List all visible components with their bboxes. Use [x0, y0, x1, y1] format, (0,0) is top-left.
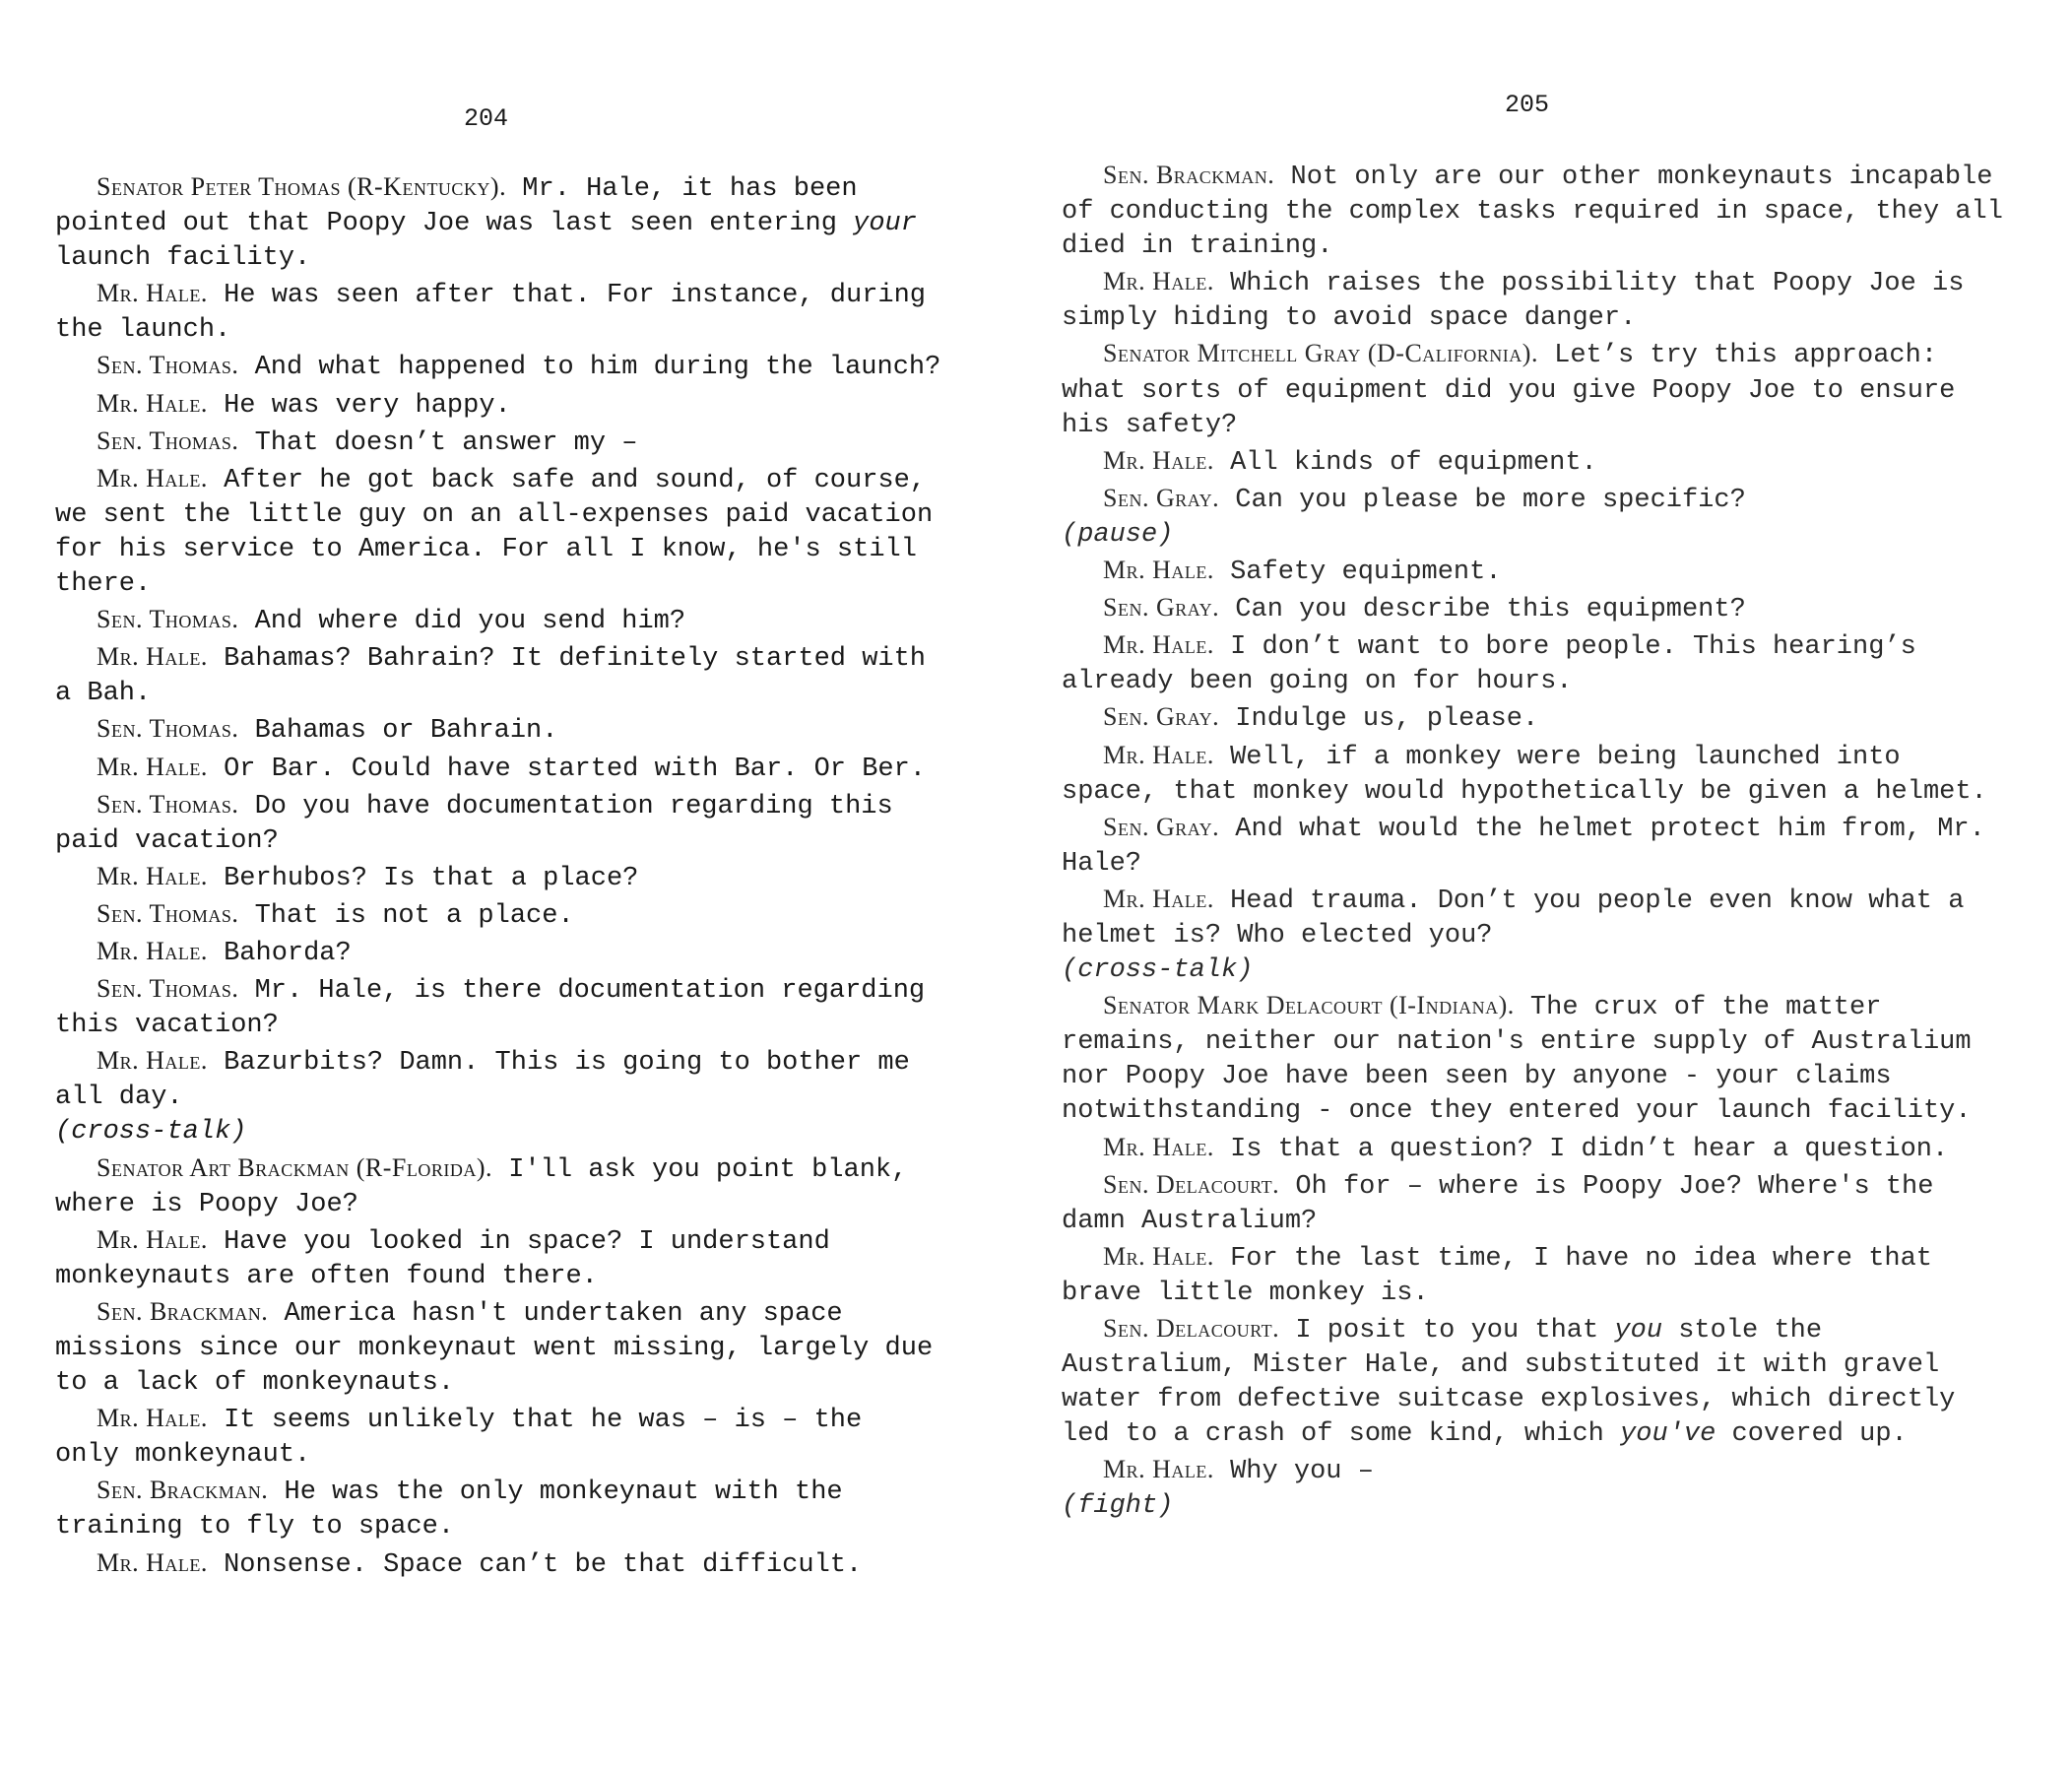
dialogue-paragraph [55, 348, 941, 385]
speaker-name: Sen. Brackman. [1103, 161, 1275, 189]
dialogue-paragraph [1062, 1130, 2007, 1167]
dialogue-text: It seems unlikely that he was – is – the only monkeynaut. [55, 1406, 863, 1471]
speaker-name: Sen. Thomas. [97, 898, 239, 928]
dialogue-text: Can you please be more specific? [1219, 485, 1746, 515]
dialogue-text: Mr. Hale, it has been pointed out that Poopy Joe was last seen entering [55, 174, 858, 239]
speaker-name: Mr. Hale. [1103, 1455, 1214, 1484]
dialogue-paragraph [55, 386, 941, 424]
dialogue-paragraph [1062, 481, 2007, 518]
speaker-name: Mr. Hale. [1103, 1241, 1214, 1271]
dialogue-text: Not only are our other monkeynauts incapable of conducting the complex tasks required in space, they all died in training. [1062, 163, 2003, 262]
speaker-name: Sen. Gray. [1103, 702, 1220, 732]
dialogue-paragraph [55, 750, 941, 787]
dialogue-text: And what happened to him during the launch? [238, 353, 941, 383]
stage-direction: (cross-talk) [55, 1117, 247, 1148]
speaker-name: Mr. Hale. [1103, 630, 1214, 660]
dialogue-text: All kinds of equipment. [1213, 447, 1597, 478]
dialogue-text: Oh for – where is Poopy Joe? Where's the damn Australium? [1062, 1171, 1934, 1236]
dialogue-paragraph [1062, 1452, 2007, 1489]
dialogue-paragraph [55, 1473, 941, 1544]
dialogue-text: He was seen after that. For instance, during the launch. [55, 281, 927, 346]
dialogue-text: launch facility. [55, 243, 311, 274]
dialogue-paragraph [1062, 1167, 2007, 1239]
dialogue-paragraph [55, 1150, 941, 1222]
speaker-name: Mr. Hale. [97, 279, 208, 308]
page-number: 204 [464, 104, 509, 133]
dialogue-paragraph [55, 896, 941, 934]
speaker-name: Sen. Thomas. [97, 789, 239, 819]
dialogue-paragraph [1062, 1239, 2007, 1311]
dialogue-text: The crux of the matter remains, neither our nation's entire supply of Australium nor Poopy Joe have been seen by anyone - your claims notwithstanding - once they entered your launch facility. [1062, 993, 1972, 1127]
dialogue-text: And what would the helmet protect him from, Mr. Hale? [1062, 814, 1985, 879]
dialogue-paragraph [55, 276, 941, 348]
dialogue-text: Nonsense. Space can’t be that difficult. [207, 1549, 863, 1580]
dialogue-text: I don’t want to bore people. This hearing’s already been going on for hours. [1062, 632, 1916, 697]
dialogue-paragraph [1062, 627, 2007, 699]
dialogue-text: After he got back safe and sound, of course, we sent the little guy on an all-expenses paid vacation for his service to America. For all I know, he's still there. [55, 465, 934, 600]
speaker-name: Mr. Hale. [1103, 740, 1214, 769]
speaker-name: Sen. Delacourt. [1103, 1314, 1280, 1343]
dialogue-text: covered up. [1716, 1419, 1908, 1450]
dialogue-paragraph [1062, 443, 2007, 481]
speaker-name: Mr. Hale. [1103, 884, 1214, 913]
dialogue-paragraph [1062, 699, 2007, 737]
speaker-name: Mr. Hale. [97, 752, 208, 781]
dialogue-text: Bahamas? Bahrain? It definitely started with a Bah. [55, 644, 927, 709]
dialogue-text: I'll ask you point blank, where is Poopy Joe? [55, 1154, 908, 1219]
speaker-name: Sen. Thomas. [97, 605, 239, 634]
emphasis-text: you [1614, 1316, 1663, 1346]
speaker-name: Sen. Thomas. [97, 351, 239, 380]
dialogue-paragraph [55, 461, 941, 602]
dialogue-text: America hasn't undertaken any space missions since our monkeynaut went missing, largely due to a lack of monkeynauts. [55, 1298, 934, 1399]
dialogue-paragraph [55, 787, 941, 859]
dialogue-paragraph [55, 971, 941, 1043]
dialogue-text: Well, if a monkey were being launched into space, that monkey would hypothetically be given a helmet. [1062, 742, 1987, 807]
dialogue-text: Do you have documentation regarding this paid vacation? [55, 791, 893, 856]
dialogue-paragraph [1062, 158, 2007, 264]
dialogue-text: Or Bar. Could have started with Bar. Or Ber. [207, 754, 927, 784]
dialogue-paragraph [55, 711, 941, 749]
speaker-name: Sen. Brackman. [97, 1476, 269, 1505]
dialogue-text: Head trauma. Don’t you people even know what a helmet is? Who elected you? [1062, 886, 1965, 951]
dialogue-text: Why you – [1213, 1457, 1374, 1487]
dialogue-paragraph [1062, 810, 2007, 882]
dialogue-text: He was the only monkeynaut with the training to fly to space. [55, 1478, 843, 1543]
speaker-name: Sen. Gray. [1103, 812, 1220, 841]
dialogue-text: He was very happy. [207, 390, 511, 421]
dialogue-paragraph [55, 1043, 941, 1115]
dialogue-paragraph [55, 1401, 941, 1473]
dialogue-text: Have you looked in space? I understand monkeynauts are often found there. [55, 1226, 830, 1291]
dialogue-paragraph [55, 169, 941, 276]
speaker-name: Mr. Hale. [97, 936, 208, 965]
dialogue-paragraph [55, 1294, 941, 1401]
speaker-name: Sen. Thomas. [97, 714, 239, 744]
dialogue-paragraph [1062, 590, 2007, 627]
speaker-name: Mr. Hale. [1103, 267, 1214, 296]
speaker-name: Mr. Hale. [97, 1224, 208, 1254]
speaker-name: Mr. Hale. [1103, 1132, 1214, 1161]
dialogue-paragraph [1062, 1311, 2007, 1452]
page-body [1062, 158, 2007, 1525]
dialogue-paragraph [55, 639, 941, 711]
dialogue-paragraph [55, 1545, 941, 1583]
page-number: 205 [1505, 91, 1550, 119]
dialogue-text: Mr. Hale, is there documentation regarding this vacation? [55, 976, 926, 1041]
speaker-name: Senator Mark Delacourt (I-Indiana). [1103, 991, 1515, 1020]
dialogue-text: Indulge us, please. [1219, 704, 1539, 735]
dialogue-text: Safety equipment. [1213, 558, 1502, 588]
dialogue-paragraph [1062, 264, 2007, 336]
dialogue-text: Bahamas or Bahrain. [238, 716, 558, 747]
speaker-name: Mr. Hale. [1103, 445, 1214, 475]
speaker-name: Senator Art Brackman (R-Florida). [97, 1152, 493, 1182]
speaker-name: Mr. Hale. [97, 388, 208, 418]
dialogue-text: Bazurbits? Damn. This is going to bother me all day. [55, 1048, 910, 1113]
dialogue-text: That is not a place. [238, 900, 574, 931]
dialogue-text: stole the Australium, Mister Hale, and substituted it with gravel water from defective suitcase explosives, which directly led to a crash of some kind, which [1062, 1316, 1956, 1450]
speaker-name: Sen. Delacourt. [1103, 1169, 1280, 1199]
dialogue-text: That doesn’t answer my – [238, 427, 638, 458]
speaker-name: Sen. Brackman. [97, 1296, 269, 1326]
dialogue-text: And where did you send him? [238, 607, 686, 637]
dialogue-text: Berhubos? Is that a place? [207, 863, 639, 893]
speaker-name: Mr. Hale. [97, 1046, 208, 1076]
dialogue-paragraph [55, 602, 941, 639]
dialogue-text: Bahorda? [207, 938, 352, 968]
speaker-name: Mr. Hale. [1103, 556, 1214, 585]
dialogue-paragraph [1062, 882, 2007, 953]
dialogue-text: Let’s try this approach: what sorts of equipment did you give Poopy Joe to ensure his safety? [1062, 341, 1956, 440]
speaker-name: Mr. Hale. [97, 463, 208, 492]
speaker-name: Sen. Gray. [1103, 593, 1220, 623]
emphasis-text: your [853, 209, 917, 239]
speaker-name: Senator Peter Thomas (R-Kentucky). [97, 172, 507, 201]
speaker-name: Mr. Hale. [97, 1404, 208, 1433]
dialogue-paragraph [55, 424, 941, 461]
stage-direction: (cross-talk) [1062, 955, 1254, 986]
emphasis-text: you've [1620, 1419, 1716, 1450]
speaker-name: Mr. Hale. [97, 642, 208, 672]
dialogue-text: I posit to you that [1279, 1316, 1615, 1346]
stage-direction: (pause) [1062, 519, 1174, 550]
dialogue-paragraph [55, 934, 941, 971]
dialogue-paragraph [1062, 738, 2007, 810]
dialogue-paragraph [55, 859, 941, 896]
dialogue-paragraph [1062, 336, 2007, 442]
dialogue-text: Can you describe this equipment? [1219, 595, 1746, 625]
speaker-name: Senator Mitchell Gray (D-California). [1103, 339, 1538, 368]
dialogue-text: For the last time, I have no idea where that brave little monkey is. [1062, 1243, 1933, 1308]
page-body [55, 169, 941, 1583]
speaker-name: Mr. Hale. [97, 861, 208, 890]
dialogue-text: Which raises the possibility that Poopy Joe is simply hiding to avoid space danger. [1062, 269, 1965, 334]
speaker-name: Sen. Gray. [1103, 483, 1220, 512]
speaker-name: Mr. Hale. [97, 1547, 208, 1577]
speaker-name: Sen. Thomas. [97, 974, 239, 1004]
dialogue-text: Is that a question? I didn’t hear a question. [1213, 1134, 1949, 1164]
dialogue-paragraph [1062, 553, 2007, 590]
dialogue-paragraph [55, 1222, 941, 1294]
speaker-name: Sen. Thomas. [97, 426, 239, 455]
stage-direction: (fight) [1062, 1491, 1174, 1522]
dialogue-paragraph [1062, 988, 2007, 1129]
